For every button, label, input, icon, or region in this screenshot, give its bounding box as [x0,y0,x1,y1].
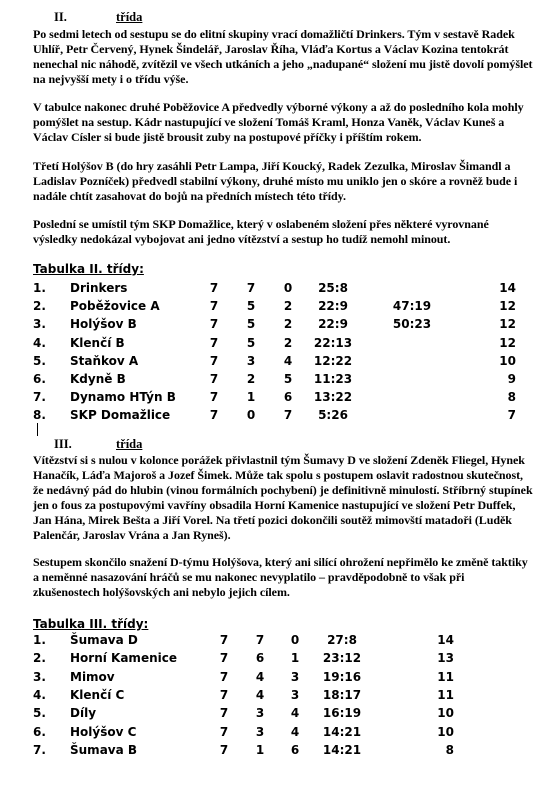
losses-cell: 2 [283,335,293,350]
score-cell: 25:8 [318,281,348,295]
played-cell: 7 [219,633,229,647]
losses-cell: 2 [283,317,293,332]
team-cell: Šumava B [70,742,138,757]
losses-cell: 6 [283,390,293,405]
team-cell: Kdyně B [70,372,126,386]
team-cell: SKP Domažlice [70,408,171,423]
played-cell: 7 [209,281,219,295]
rank-cell: 5. [33,353,46,368]
wins-cell: 6 [255,651,265,666]
score-cell: 14:21 [322,724,362,739]
rank-cell: 2. [33,299,46,314]
wins-cell: 5 [246,317,256,332]
played-cell: 7 [219,651,229,666]
score-cell: 22:9 [318,317,348,332]
losses-cell: 1 [290,651,300,666]
games-cell: 47:19 [392,299,432,314]
rank-cell: 3. [33,669,46,684]
table-row [0,390,550,408]
table-row [0,299,550,317]
table-row [0,725,550,743]
paragraph: Po sedmi letech od sestupu se do elitní skupiny vrací domažličtí Drinkers. Tým v sestavě Radek Uhlíř, Petr Červený, Hynek Šindelář, Jaroslav Říha, Vláďa Kortus a Václav Kozina tentokrát nenechal nic náhodě, zvítězil ve všech utkáních a jeho „nadupané“ složení mu jistě dovolí pomýšlet na nejvyšší mety i o třídu výše. [33,27,533,87]
section-number: III. [54,437,72,451]
rank-cell: 5. [33,706,46,721]
score-cell: 5:26 [318,408,348,423]
played-cell: 7 [219,742,229,757]
team-cell: Drinkers [70,281,128,295]
wins-cell: 7 [246,281,256,295]
team-cell: Díly [70,706,97,721]
points-cell: 12 [499,317,516,332]
team-cell: Mimov [70,669,115,684]
rank-cell: 4. [33,335,46,350]
score-cell: 23:12 [322,651,362,666]
losses-cell: 5 [283,372,293,386]
rank-cell: 1. [33,281,46,295]
team-cell: Klenčí C [70,687,125,702]
wins-cell: 2 [246,372,256,386]
played-cell: 7 [219,706,229,721]
table-row [0,706,550,724]
table-row [0,372,550,390]
table-title: Tabulka III. třídy: [33,617,149,631]
rank-cell: 4. [33,687,46,702]
wins-cell: 4 [255,669,265,684]
paragraph: Vítězství si s nulou v kolonce porážek přivlastnil tým Šumavy D ve složení Zdeněk Fliegel, Hynek Hanačík, Láďa Majoroš a Jozef Šimek. Může tak spolu s postupem oslavit radostnou skutečnost, že nedávný pád do hlubin (vinou formálních pochybení) je definitivně minulostí. Stříbrný stupínek jen o fous za postupovými vavříny obsadila Horní Kamenice nastupující ve složení Petr Duffek, Jan Hána, Mirek Bešta a Jiří Vorel. Na třetí pozici dokončili soutěž mimovští matadoři (Luděk Palenčár, Jaroslav Vrána a Jan Ryneš). [33,453,533,543]
table-row [0,688,550,706]
paragraph: V tabulce nakonec druhé Poběžovice A předvedly výborné výkony a až do posledního kola mohly pomýšlet na sestup. Kádr nastupující ve složení Tomáš Kraml, Honza Vaněk, Václav Kuneš a Václav Císler si bude jistě brousit zuby na postupové příčky i příštím rokem. [33,100,524,145]
games-cell: 50:23 [392,317,432,332]
wins-cell: 1 [255,742,265,757]
wins-cell: 5 [246,335,256,350]
table-row [0,670,550,688]
played-cell: 7 [209,372,219,386]
points-cell: 10 [437,706,454,721]
wins-cell: 4 [255,687,265,702]
score-cell: 22:9 [318,299,348,314]
wins-cell: 3 [255,706,265,721]
rank-cell: 8. [33,408,46,423]
losses-cell: 4 [290,706,300,721]
points-cell: 14 [437,633,454,647]
points-cell: 14 [499,281,516,295]
team-cell: Poběžovice A [70,299,160,314]
table-row [0,633,550,651]
losses-cell: 3 [290,687,300,702]
table-row [0,408,550,426]
played-cell: 7 [209,317,219,332]
table-row [0,336,550,354]
section-number: II. [54,10,67,24]
section-word: třída [116,10,143,24]
paragraph: Poslední se umístil tým SKP Domažlice, který v oslabeném složení přes některé vyrovnané výsledky nedokázal vybojovat ani jedno vítězství a sestup ho tudíž nemohl minout. [33,217,489,247]
rank-cell: 3. [33,317,46,332]
played-cell: 7 [209,335,219,350]
played-cell: 7 [219,669,229,684]
score-cell: 16:19 [322,706,362,721]
played-cell: 7 [209,299,219,314]
wins-cell: 3 [246,353,256,368]
team-cell: Staňkov A [70,353,139,368]
score-cell: 14:21 [322,742,362,757]
points-cell: 12 [499,335,516,350]
losses-cell: 0 [290,633,300,647]
section-heading-2 [54,10,142,25]
points-cell: 11 [437,687,454,702]
points-cell: 7 [507,408,516,423]
table-row [0,743,550,761]
rank-cell: 7. [33,742,46,757]
wins-cell: 5 [246,299,256,314]
played-cell: 7 [219,724,229,739]
rank-cell: 6. [33,724,46,739]
table-row [0,317,550,335]
points-cell: 12 [499,299,516,314]
rank-cell: 2. [33,651,46,666]
wins-cell: 7 [255,633,265,647]
points-cell: 8 [507,390,516,405]
team-cell: Šumava D [70,633,138,647]
team-cell: Holýšov C [70,724,137,739]
paragraph: Třetí Holýšov B (do hry zasáhli Petr Lampa, Jiří Koucký, Radek Zezulka, Miroslav Šimandl a Ladislav Pozníček) předvedl stabilní výkony, druhé místo mu uniklo jen o skóre a rovněž bude i nadále chtít zasahovat do bojů na předních místech této třídy. [33,159,518,204]
score-cell: 12:22 [313,353,353,368]
points-cell: 11 [437,669,454,684]
paragraph: Sestupem skončilo snažení D-týmu Holýšova, který ani silící ohrožení nepřimělo ke změně taktiky a neměnné nasazování hráčů se mu nakonec nevyplatilo – pravděpodobně to však při zkušenostech holýšovských ani nebylo jejich cílem. [33,555,528,600]
points-cell: 8 [445,742,454,757]
section-word: třída [116,437,143,451]
points-cell: 13 [437,651,454,666]
table-row [0,651,550,669]
wins-cell: 1 [246,390,256,405]
score-cell: 13:22 [313,390,353,405]
score-cell: 11:23 [313,372,353,386]
played-cell: 7 [209,408,219,423]
wins-cell: 0 [246,408,256,423]
points-cell: 10 [499,353,516,368]
losses-cell: 4 [283,353,293,368]
points-cell: 10 [437,724,454,739]
score-cell: 19:16 [322,669,362,684]
losses-cell: 0 [283,281,293,295]
score-cell: 27:8 [327,633,357,647]
losses-cell: 6 [290,742,300,757]
team-cell: Horní Kamenice [70,651,177,666]
played-cell: 7 [209,353,219,368]
wins-cell: 3 [255,724,265,739]
points-cell: 9 [507,372,516,386]
losses-cell: 4 [290,724,300,739]
played-cell: 7 [209,390,219,405]
losses-cell: 3 [290,669,300,684]
losses-cell: 2 [283,299,293,314]
table-title: Tabulka II. třídy: [33,262,144,276]
rank-cell: 7. [33,390,46,405]
team-cell: Dynamo HTýn B [70,390,176,405]
rank-cell: 6. [33,372,46,386]
table-row [0,354,550,372]
team-cell: Klenčí B [70,335,125,350]
rank-cell: 1. [33,633,46,647]
team-cell: Holýšov B [70,317,137,332]
played-cell: 7 [219,687,229,702]
table-row [0,281,550,299]
score-cell: 18:17 [322,687,362,702]
score-cell: 22:13 [313,335,353,350]
losses-cell: 7 [283,408,293,423]
section-heading-3 [54,437,142,452]
text-cursor [37,423,38,436]
